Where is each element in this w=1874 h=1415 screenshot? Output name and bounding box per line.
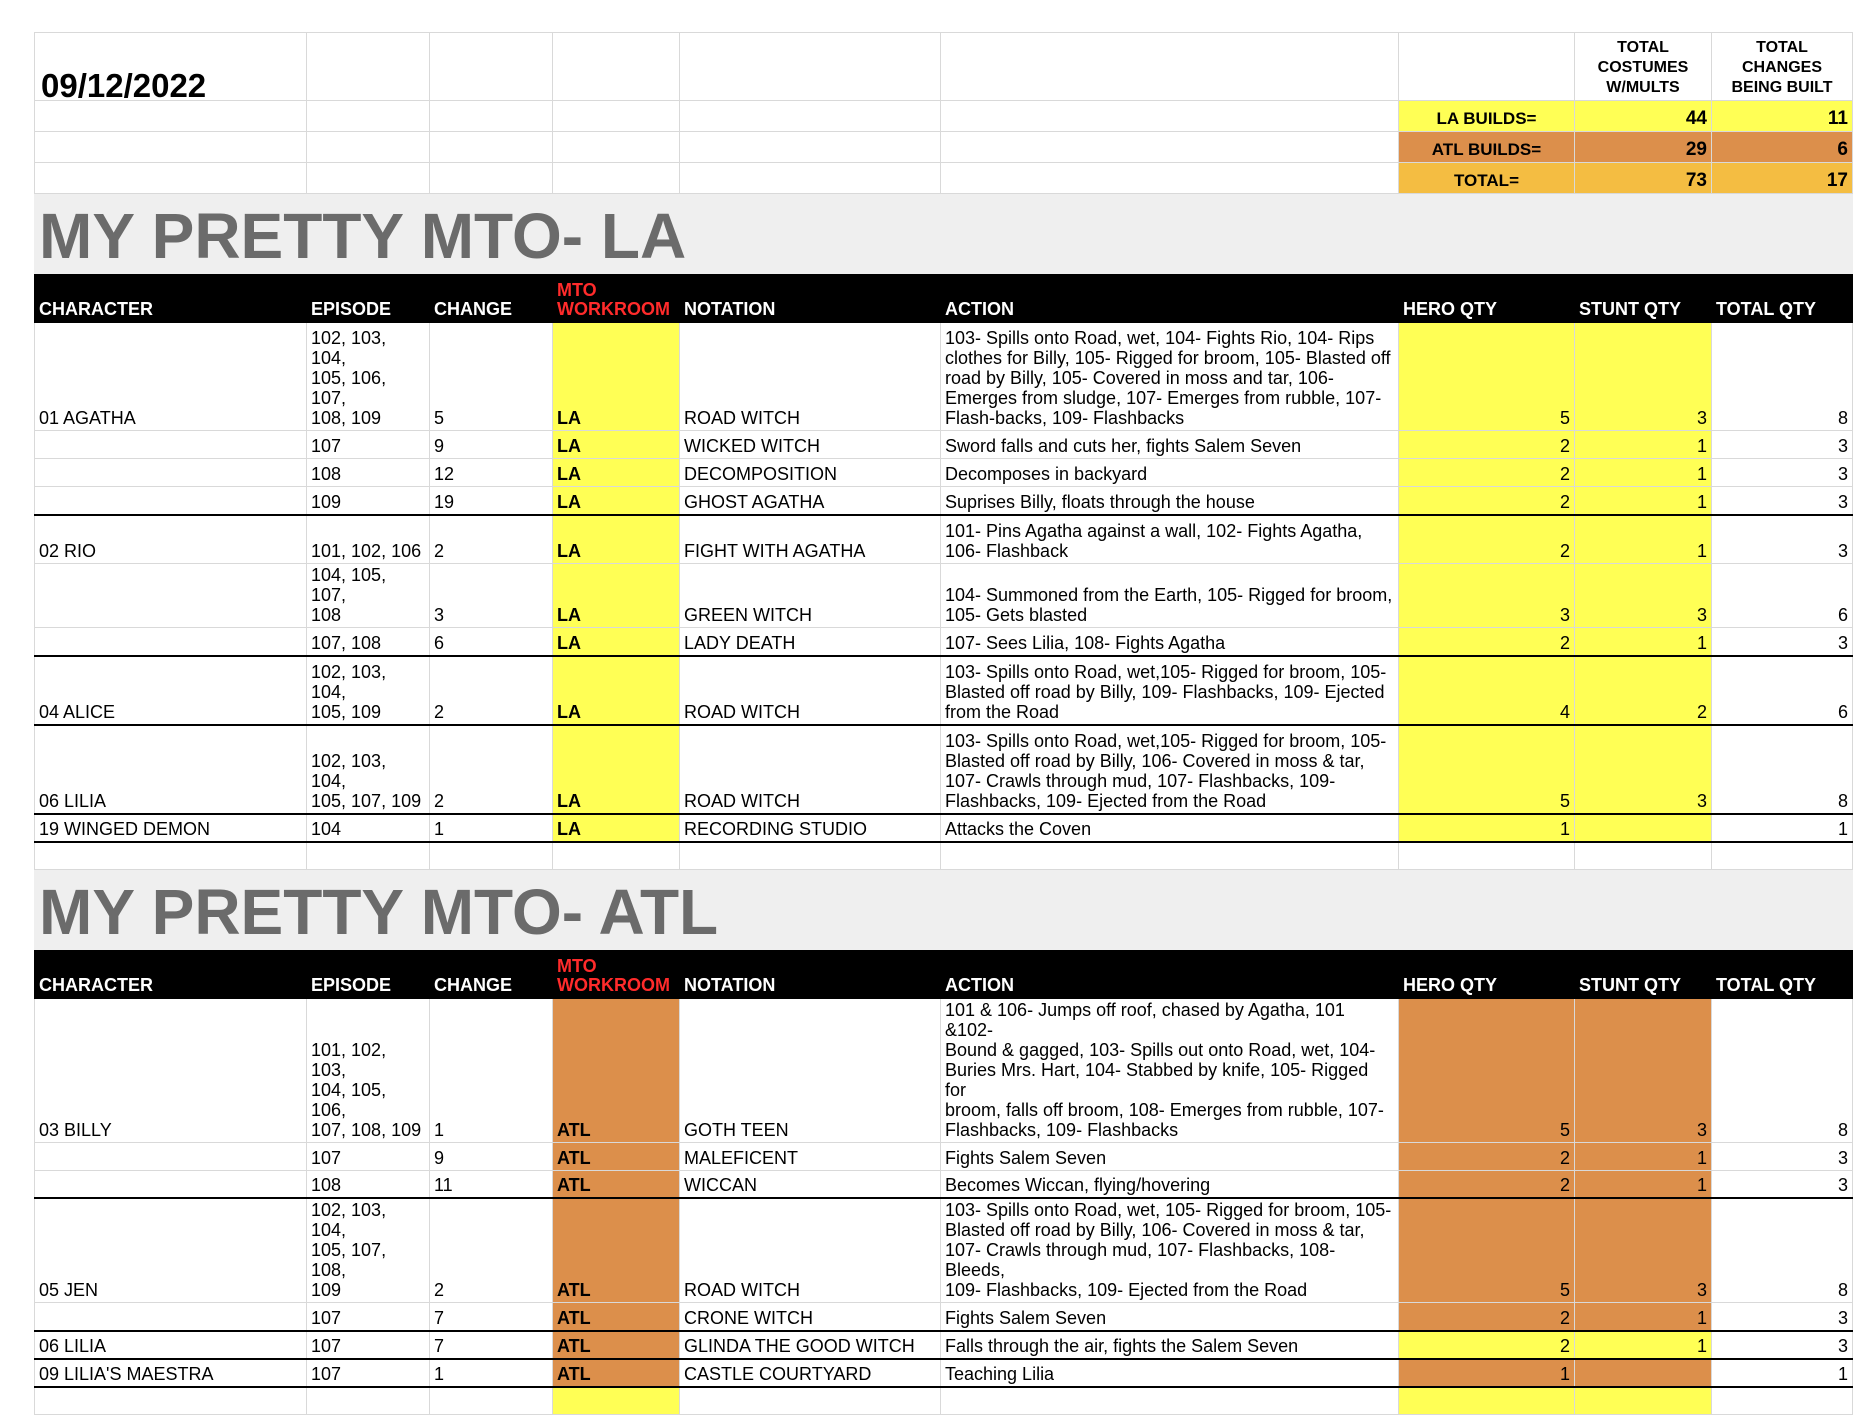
empty-cell[interactable] (1712, 842, 1853, 870)
empty-cell[interactable] (941, 33, 1399, 101)
notation-cell[interactable]: CASTLE COURTYARD (680, 1359, 941, 1387)
change-cell[interactable]: 9 (430, 431, 553, 459)
atl-builds-changes[interactable]: 6 (1712, 132, 1853, 163)
episode-cell[interactable]: 101, 102, 103, 104, 105, 106, 107, 108, 109 (307, 998, 430, 1143)
empty-cell[interactable] (307, 33, 430, 101)
empty-cell[interactable] (680, 163, 941, 194)
hero-qty-cell[interactable]: 5 (1399, 725, 1575, 814)
stunt-qty-cell[interactable]: 3 (1575, 725, 1712, 814)
character-cell[interactable] (35, 431, 307, 459)
empty-cell[interactable] (1399, 33, 1575, 101)
section-title: MY PRETTY MTO- LA (35, 194, 1853, 274)
workroom-cell[interactable]: LA (553, 322, 680, 431)
table-row (35, 1170, 1853, 1198)
total-qty-cell[interactable]: 3 (1712, 487, 1853, 515)
table-row (35, 656, 1853, 725)
empty-cell[interactable] (553, 163, 680, 194)
column-header-change[interactable]: CHANGE (430, 274, 553, 322)
stunt-qty-cell[interactable]: 1 (1575, 628, 1712, 656)
hero-qty-cell[interactable]: 1 (1399, 1359, 1575, 1387)
empty-cell[interactable] (35, 101, 307, 132)
episode-cell[interactable]: 108 (307, 459, 430, 487)
notation-cell[interactable]: FIGHT WITH AGATHA (680, 515, 941, 564)
episode-cell[interactable]: 107 (307, 1359, 430, 1387)
hero-qty-cell[interactable]: 3 (1399, 564, 1575, 628)
change-cell[interactable]: 1 (430, 814, 553, 842)
table-row (35, 1359, 1853, 1387)
stunt-qty-cell[interactable]: 3 (1575, 322, 1712, 431)
workroom-cell[interactable]: LA (553, 656, 680, 725)
action-cell[interactable]: Fights Salem Seven (941, 1142, 1399, 1170)
empty-cell[interactable] (307, 101, 430, 132)
action-cell[interactable]: Suprises Billy, floats through the house (941, 487, 1399, 515)
character-cell[interactable] (35, 1170, 307, 1198)
total-builds-costumes[interactable]: 73 (1575, 163, 1712, 194)
workroom-cell[interactable]: LA (553, 459, 680, 487)
episode-cell[interactable]: 107 (307, 1142, 430, 1170)
workroom-cell[interactable]: LA (553, 564, 680, 628)
episode-cell[interactable]: 102, 103, 104, 105, 107, 109 (307, 725, 430, 814)
table-row (35, 1198, 1853, 1303)
change-cell[interactable]: 7 (430, 1331, 553, 1359)
stunt-qty-cell[interactable]: 1 (1575, 459, 1712, 487)
column-header-hero[interactable]: HERO QTY (1399, 274, 1575, 322)
column-header-episode[interactable]: EPISODE (307, 950, 430, 998)
notation-cell[interactable]: LADY DEATH (680, 628, 941, 656)
hero-qty-cell[interactable]: 4 (1399, 656, 1575, 725)
workroom-cell[interactable]: LA (553, 628, 680, 656)
empty-cell[interactable] (430, 132, 553, 163)
action-cell[interactable]: Becomes Wiccan, flying/hovering (941, 1170, 1399, 1198)
table-row (35, 564, 1853, 628)
notation-cell[interactable]: ROAD WITCH (680, 322, 941, 431)
change-cell[interactable]: 12 (430, 459, 553, 487)
stunt-qty-cell[interactable]: 1 (1575, 1142, 1712, 1170)
notation-cell[interactable]: GOTH TEEN (680, 998, 941, 1143)
workroom-cell[interactable]: ATL (553, 1303, 680, 1331)
empty-cell[interactable] (553, 1387, 680, 1415)
character-cell[interactable] (35, 564, 307, 628)
character-cell[interactable]: 05 JEN (35, 1198, 307, 1303)
character-cell[interactable]: 01 AGATHA (35, 322, 307, 431)
episode-cell[interactable]: 101, 102, 106 (307, 515, 430, 564)
workroom-cell[interactable]: ATL (553, 998, 680, 1143)
stunt-qty-cell[interactable]: 2 (1575, 656, 1712, 725)
stunt-qty-cell[interactable]: 1 (1575, 487, 1712, 515)
total-builds-changes[interactable]: 17 (1712, 163, 1853, 194)
total-qty-cell[interactable]: 8 (1712, 322, 1853, 431)
workroom-cell[interactable]: LA (553, 431, 680, 459)
table-row (35, 1142, 1853, 1170)
empty-cell[interactable] (1712, 1387, 1853, 1415)
change-cell[interactable]: 2 (430, 656, 553, 725)
episode-cell[interactable]: 108 (307, 1170, 430, 1198)
episode-cell[interactable]: 102, 103, 104, 105, 106, 107, 108, 109 (307, 322, 430, 431)
empty-cell[interactable] (35, 163, 307, 194)
empty-cell[interactable] (307, 842, 430, 870)
action-cell[interactable]: Teaching Lilia (941, 1359, 1399, 1387)
hero-qty-cell[interactable]: 1 (1399, 814, 1575, 842)
empty-cell[interactable] (941, 101, 1399, 132)
column-header-action[interactable]: ACTION (941, 950, 1399, 998)
workroom-cell[interactable]: LA (553, 515, 680, 564)
column-header-action[interactable]: ACTION (941, 274, 1399, 322)
empty-cell[interactable] (307, 163, 430, 194)
column-header-notation[interactable]: NOTATION (680, 950, 941, 998)
empty-cell[interactable] (430, 842, 553, 870)
workroom-cell[interactable]: LA (553, 814, 680, 842)
action-cell[interactable]: Falls through the air, fights the Salem Seven (941, 1331, 1399, 1359)
table-row (35, 322, 1853, 431)
character-cell[interactable] (35, 628, 307, 656)
hero-qty-cell[interactable]: 5 (1399, 1198, 1575, 1303)
hero-qty-cell[interactable]: 2 (1399, 515, 1575, 564)
total-qty-cell[interactable]: 8 (1712, 725, 1853, 814)
notation-cell[interactable]: ROAD WITCH (680, 1198, 941, 1303)
empty-cell[interactable] (1399, 842, 1575, 870)
empty-cell[interactable] (553, 101, 680, 132)
atl-builds-costumes[interactable]: 29 (1575, 132, 1712, 163)
column-header-total[interactable]: TOTAL QTY (1712, 274, 1853, 322)
episode-cell[interactable]: 104, 105, 107, 108 (307, 564, 430, 628)
empty-cell[interactable] (35, 842, 307, 870)
report-date[interactable]: 09/12/2022 (35, 33, 307, 101)
total-qty-cell[interactable]: 3 (1712, 628, 1853, 656)
empty-cell[interactable] (430, 101, 553, 132)
notation-cell[interactable]: ROAD WITCH (680, 656, 941, 725)
total-qty-cell[interactable]: 1 (1712, 814, 1853, 842)
empty-cell[interactable] (430, 1387, 553, 1415)
action-cell[interactable]: 103- Spills onto Road, wet,105- Rigged for broom, 105- Blasted off road by Billy, 109- Flashbacks, 109- Ejected from the Road (941, 656, 1399, 725)
episode-cell[interactable]: 107, 108 (307, 628, 430, 656)
stunt-qty-cell[interactable] (1575, 1359, 1712, 1387)
empty-cell[interactable] (1575, 1387, 1712, 1415)
table-row (35, 459, 1853, 487)
total-qty-cell[interactable]: 1 (1712, 1359, 1853, 1387)
atl-builds-label[interactable]: ATL BUILDS= (1399, 132, 1575, 163)
hero-qty-cell[interactable]: 5 (1399, 322, 1575, 431)
empty-cell[interactable] (941, 132, 1399, 163)
empty-cell[interactable] (941, 842, 1399, 870)
character-cell[interactable]: 03 BILLY (35, 998, 307, 1143)
notation-cell[interactable]: ROAD WITCH (680, 725, 941, 814)
total-qty-cell[interactable]: 3 (1712, 515, 1853, 564)
action-cell[interactable]: Attacks the Coven (941, 814, 1399, 842)
stunt-qty-cell[interactable]: 1 (1575, 1303, 1712, 1331)
action-cell[interactable]: 101- Pins Agatha against a wall, 102- Fights Agatha, 106- Flashback (941, 515, 1399, 564)
character-cell[interactable] (35, 487, 307, 515)
stunt-qty-cell[interactable]: 1 (1575, 515, 1712, 564)
table-row (35, 814, 1853, 842)
action-cell[interactable]: 104- Summoned from the Earth, 105- Rigged for broom, 105- Gets blasted (941, 564, 1399, 628)
total-qty-cell[interactable]: 6 (1712, 564, 1853, 628)
column-header-hero[interactable]: HERO QTY (1399, 950, 1575, 998)
stunt-qty-cell[interactable]: 1 (1575, 1170, 1712, 1198)
action-cell[interactable]: 101 & 106- Jumps off roof, chased by Agatha, 101 &102- Bound & gagged, 103- Spills out onto Road, wet, 104- Buries Mrs. Hart, 104- Stabbed by knife, 105- Rigged for broom, falls off broom, 108- Emerges from rubble, 107- Flashbacks, 109- Flashbacks (941, 998, 1399, 1143)
hero-qty-cell[interactable]: 2 (1399, 431, 1575, 459)
notation-cell[interactable]: GHOST AGATHA (680, 487, 941, 515)
empty-cell[interactable] (430, 33, 553, 101)
notation-cell[interactable]: WICKED WITCH (680, 431, 941, 459)
episode-cell[interactable]: 102, 103, 104, 105, 109 (307, 656, 430, 725)
workroom-cell[interactable]: ATL (553, 1198, 680, 1303)
column-header-episode[interactable]: EPISODE (307, 274, 430, 322)
column-header-change[interactable]: CHANGE (430, 950, 553, 998)
change-cell[interactable]: 2 (430, 1198, 553, 1303)
empty-cell[interactable] (941, 163, 1399, 194)
episode-cell[interactable]: 107 (307, 431, 430, 459)
stunt-qty-cell[interactable]: 1 (1575, 431, 1712, 459)
empty-cell[interactable] (307, 132, 430, 163)
notation-cell[interactable]: CRONE WITCH (680, 1303, 941, 1331)
notation-cell[interactable]: RECORDING STUDIO (680, 814, 941, 842)
total-changes-header[interactable]: TOTAL CHANGES BEING BUILT (1712, 33, 1853, 101)
column-header-workroom[interactable]: MTO WORKROOM (553, 950, 680, 998)
episode-cell[interactable]: 102, 103, 104, 105, 107, 108, 109 (307, 1198, 430, 1303)
workroom-cell[interactable]: LA (553, 487, 680, 515)
hero-qty-cell[interactable]: 2 (1399, 1170, 1575, 1198)
total-qty-cell[interactable]: 8 (1712, 1198, 1853, 1303)
mto-table (34, 32, 1853, 1415)
change-cell[interactable]: 2 (430, 515, 553, 564)
character-cell[interactable]: 02 RIO (35, 515, 307, 564)
character-cell[interactable]: 19 WINGED DEMON (35, 814, 307, 842)
workroom-cell[interactable]: LA (553, 725, 680, 814)
workroom-cell[interactable]: ATL (553, 1170, 680, 1198)
empty-cell[interactable] (35, 132, 307, 163)
hero-qty-cell[interactable]: 2 (1399, 459, 1575, 487)
empty-cell[interactable] (35, 1387, 307, 1415)
table-row (35, 431, 1853, 459)
total-builds-label[interactable]: TOTAL= (1399, 163, 1575, 194)
table-row (35, 1303, 1853, 1331)
column-header-workroom[interactable]: MTO WORKROOM (553, 274, 680, 322)
empty-cell[interactable] (307, 1387, 430, 1415)
workroom-cell[interactable]: ATL (553, 1142, 680, 1170)
section-title: MY PRETTY MTO- ATL (35, 870, 1853, 950)
character-cell[interactable]: 04 ALICE (35, 656, 307, 725)
column-header-total[interactable]: TOTAL QTY (1712, 950, 1853, 998)
notation-cell[interactable]: WICCAN (680, 1170, 941, 1198)
stunt-qty-cell[interactable]: 1 (1575, 1331, 1712, 1359)
table-row (35, 487, 1853, 515)
hero-qty-cell[interactable]: 2 (1399, 487, 1575, 515)
action-cell[interactable]: 103- Spills onto Road, wet, 105- Rigged for broom, 105- Blasted off road by Billy, 106- Covered in moss & tar, 107- Crawls through mud, 107- Flashbacks, 108- Bleeds, 109- Flashbacks, 109- Ejected from the Road (941, 1198, 1399, 1303)
column-header-character[interactable]: CHARACTER (35, 274, 307, 322)
total-qty-cell[interactable]: 3 (1712, 1142, 1853, 1170)
hero-qty-cell[interactable]: 2 (1399, 1303, 1575, 1331)
action-cell[interactable]: Decomposes in backyard (941, 459, 1399, 487)
total-qty-cell[interactable]: 8 (1712, 998, 1853, 1143)
workroom-cell[interactable]: ATL (553, 1331, 680, 1359)
total-qty-cell[interactable]: 6 (1712, 656, 1853, 725)
action-cell[interactable]: Fights Salem Seven (941, 1303, 1399, 1331)
change-cell[interactable]: 1 (430, 998, 553, 1143)
total-costumes-header[interactable]: TOTAL COSTUMES W/MULTS (1575, 33, 1712, 101)
empty-cell[interactable] (680, 101, 941, 132)
action-cell[interactable]: 103- Spills onto Road, wet, 104- Fights Rio, 104- Rips clothes for Billy, 105- Rigged for broom, 105- Blasted off road by Billy, 105- Covered in moss and tar, 106- Emerges from sludge, 107- Emerges from rubble, 107- Flash-backs, 109- Flashbacks (941, 322, 1399, 431)
la-builds-changes[interactable]: 11 (1712, 101, 1853, 132)
table-row (35, 998, 1853, 1143)
empty-cell[interactable] (553, 33, 680, 101)
stunt-qty-cell[interactable] (1575, 814, 1712, 842)
column-header-notation[interactable]: NOTATION (680, 274, 941, 322)
notation-cell[interactable]: GREEN WITCH (680, 564, 941, 628)
table-row (35, 515, 1853, 564)
workroom-cell[interactable]: ATL (553, 1359, 680, 1387)
character-cell[interactable] (35, 1142, 307, 1170)
empty-cell[interactable] (1575, 842, 1712, 870)
notation-cell[interactable]: DECOMPOSITION (680, 459, 941, 487)
spreadsheet (34, 32, 1852, 1415)
character-cell[interactable] (35, 459, 307, 487)
column-header-stunt[interactable]: STUNT QTY (1575, 950, 1712, 998)
change-cell[interactable]: 5 (430, 322, 553, 431)
empty-cell[interactable] (1399, 1387, 1575, 1415)
table-row (35, 1331, 1853, 1359)
change-cell[interactable]: 2 (430, 725, 553, 814)
change-cell[interactable]: 11 (430, 1170, 553, 1198)
total-qty-cell[interactable]: 3 (1712, 459, 1853, 487)
character-cell[interactable]: 06 LILIA (35, 725, 307, 814)
table-row (35, 628, 1853, 656)
empty-cell[interactable] (553, 842, 680, 870)
change-cell[interactable]: 6 (430, 628, 553, 656)
empty-cell[interactable] (680, 33, 941, 101)
empty-cell[interactable] (680, 1387, 941, 1415)
change-cell[interactable]: 3 (430, 564, 553, 628)
table-row (35, 725, 1853, 814)
la-builds-costumes[interactable]: 44 (1575, 101, 1712, 132)
character-cell[interactable]: 09 LILIA'S MAESTRA (35, 1359, 307, 1387)
character-cell[interactable]: 06 LILIA (35, 1331, 307, 1359)
empty-cell[interactable] (553, 132, 680, 163)
total-qty-cell[interactable]: 3 (1712, 431, 1853, 459)
total-qty-cell[interactable]: 3 (1712, 1331, 1853, 1359)
stunt-qty-cell[interactable]: 3 (1575, 1198, 1712, 1303)
character-cell[interactable] (35, 1303, 307, 1331)
action-cell[interactable]: 103- Spills onto Road, wet,105- Rigged for broom, 105- Blasted off road by Billy, 106- Covered in moss & tar, 107- Crawls through mud, 107- Flashbacks, 109- Flashbacks, 109- Ejected from the Road (941, 725, 1399, 814)
column-header-character[interactable]: CHARACTER (35, 950, 307, 998)
la-builds-label[interactable]: LA BUILDS= (1399, 101, 1575, 132)
notation-cell[interactable]: GLINDA THE GOOD WITCH (680, 1331, 941, 1359)
change-cell[interactable]: 1 (430, 1359, 553, 1387)
stunt-qty-cell[interactable]: 3 (1575, 998, 1712, 1143)
change-cell[interactable]: 19 (430, 487, 553, 515)
total-qty-cell[interactable]: 3 (1712, 1303, 1853, 1331)
episode-cell[interactable]: 107 (307, 1331, 430, 1359)
episode-cell[interactable]: 107 (307, 1303, 430, 1331)
action-cell[interactable]: Sword falls and cuts her, fights Salem Seven (941, 431, 1399, 459)
stunt-qty-cell[interactable]: 3 (1575, 564, 1712, 628)
empty-cell[interactable] (941, 1387, 1399, 1415)
hero-qty-cell[interactable]: 5 (1399, 998, 1575, 1143)
episode-cell[interactable]: 104 (307, 814, 430, 842)
change-cell[interactable]: 9 (430, 1142, 553, 1170)
empty-cell[interactable] (680, 842, 941, 870)
episode-cell[interactable]: 109 (307, 487, 430, 515)
hero-qty-cell[interactable]: 2 (1399, 1331, 1575, 1359)
action-cell[interactable]: 107- Sees Lilia, 108- Fights Agatha (941, 628, 1399, 656)
column-header-stunt[interactable]: STUNT QTY (1575, 274, 1712, 322)
total-qty-cell[interactable]: 3 (1712, 1170, 1853, 1198)
notation-cell[interactable]: MALEFICENT (680, 1142, 941, 1170)
empty-cell[interactable] (430, 163, 553, 194)
empty-cell[interactable] (680, 132, 941, 163)
hero-qty-cell[interactable]: 2 (1399, 1142, 1575, 1170)
hero-qty-cell[interactable]: 2 (1399, 628, 1575, 656)
change-cell[interactable]: 7 (430, 1303, 553, 1331)
